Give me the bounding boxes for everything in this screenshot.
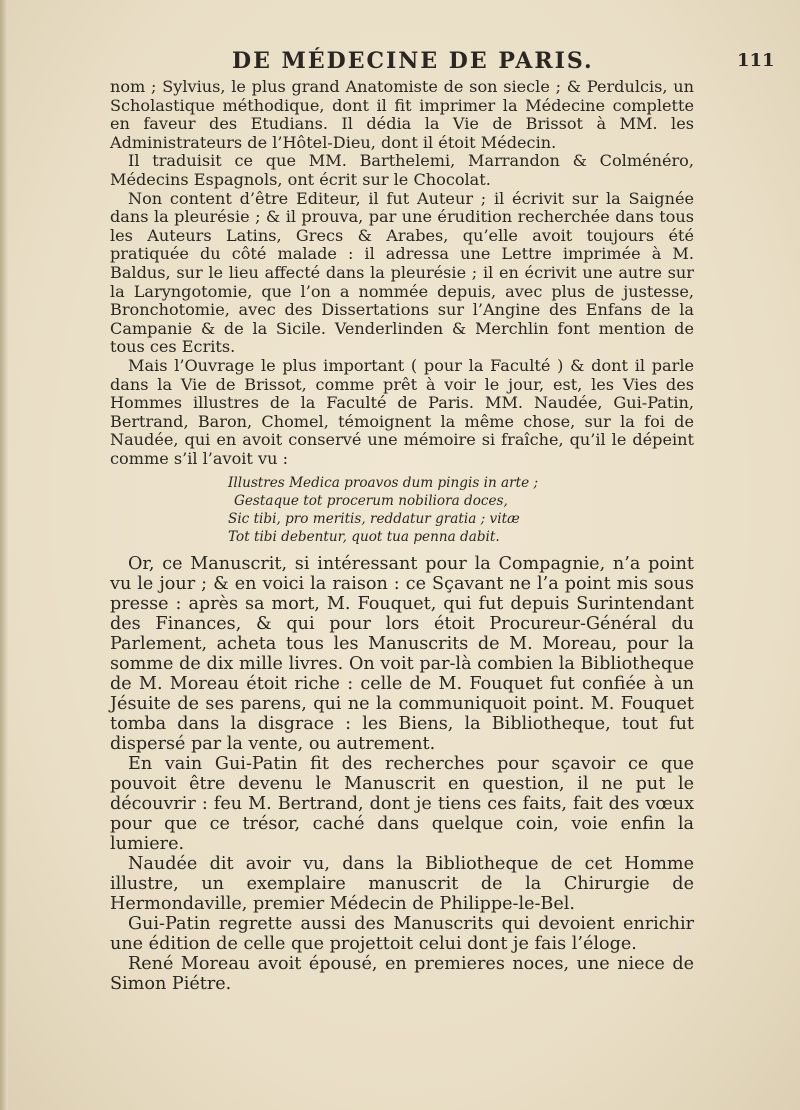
- verse-line: Sic tibi, pro meritis, reddatur gratia ; vitæ: [228, 511, 520, 528]
- verse-line: Gestaque tot procerum nobiliora doces,: [234, 493, 508, 510]
- page-body: [110, 78, 694, 994]
- page-number: 111: [737, 50, 775, 71]
- paragraph: Il traduisit ce que MM. Barthelemi, Marrandon & Colménéro, Médecins Espagnols, ont écrit sur le Chocolat.: [110, 151, 694, 189]
- page-header: [0, 48, 800, 80]
- running-title: DE MÉDECINE DE PARIS.: [232, 48, 594, 74]
- book-spine: [0, 0, 8, 1110]
- paragraph: René Moreau avoit épousé, en premieres noces, une niece de Simon Piétre.: [110, 954, 694, 995]
- paragraph: Or, ce Manuscrit, si intéressant pour la Compagnie, n’a point vu le jour ; & en voici la raison : ce Sçavant ne l’a point mis sous presse : après sa mort, M. Fouquet, qui fut depuis Surintendant des Finances, & qui pour lors étoit Procureur-Général du Parlement, acheta tous les Manuscrits de M. Moreau, pour la somme de dix mille livres. On voit par-là combien la Bibliotheque de M. Moreau étoit riche : celle de M. Fouquet fut confiée à un Jésuite de ses parens, qui ne la communiquoit point. M. Fouquet tomba dans la disgrace : les Biens, la Bibliotheque, tout fut dispersé par la vente, ou autrement.: [110, 554, 694, 755]
- latin-verse: [228, 474, 694, 546]
- paragraph: nom ; Sylvius, le plus grand Anatomiste de son siecle ; & Perdulcis, un Scholastique méthodique, dont il fit imprimer la Médecine complette en faveur des Etudians. Il dédia la Vie de Brissot à MM. les Administrateurs de l’Hôtel-Dieu, dont il étoit Médecin.: [110, 77, 694, 152]
- paragraph: Gui-Patin regrette aussi des Manuscrits qui devoient enrichir une édition de celle que projettoit celui dont je fais l’éloge.: [110, 914, 694, 955]
- verse-line: Illustres Medica proavos dum pingis in arte ;: [228, 475, 539, 492]
- paragraph: Mais l’Ouvrage le plus important ( pour la Faculté ) & dont il parle dans la Vie de Brissot, comme prêt à voir le jour, est, les Vies des Hommes illustres de la Faculté de Paris. MM. Naudée, Gui-Patin, Bertrand, Baron, Chomel, témoignent la même chose, sur la foi de Naudée, qui en avoit conservé une mémoire si fraîche, qu’il le dépeint comme s’il l’avoit vu :: [110, 355, 694, 468]
- paragraph: Non content d’être Editeur, il fut Auteur ; il écrivit sur la Saignée dans la pleurésie ; & il prouva, par une érudition recherchée dans tous les Auteurs Latins, Grecs & Arabes, qu’elle avoit toujours été pratiquée du côté malade : il adressa une Lettre imprimée à M. Baldus, sur le lieu affecté dans la pleurésie ; il en écrivit une autre sur la Laryngotomie, que l’on a nommée depuis, avec plus de justesse, Bronchotomie, avec des Dissertations sur l’Angine des Enfans de la Campanie & de la Sicile. Venderlinden & Merchlin font mention de tous ces Ecrits.: [110, 188, 694, 357]
- verse-line: Tot tibi debentur, quot tua penna dabit.: [228, 529, 500, 546]
- paragraph: En vain Gui-Patin fit des recherches pour sçavoir ce que pouvoit être devenu le Manuscrit en question, il ne put le découvrir : feu M. Bertrand, dont je tiens ces faits, fait des vœux pour que ce trésor, caché dans quelque coin, voie enfin la lumiere.: [110, 754, 694, 855]
- paragraph: Naudée dit avoir vu, dans la Bibliotheque de cet Homme illustre, un exemplaire manuscrit de la Chirurgie de Hermondaville, premier Médecin de Philippe-le-Bel.: [110, 854, 694, 915]
